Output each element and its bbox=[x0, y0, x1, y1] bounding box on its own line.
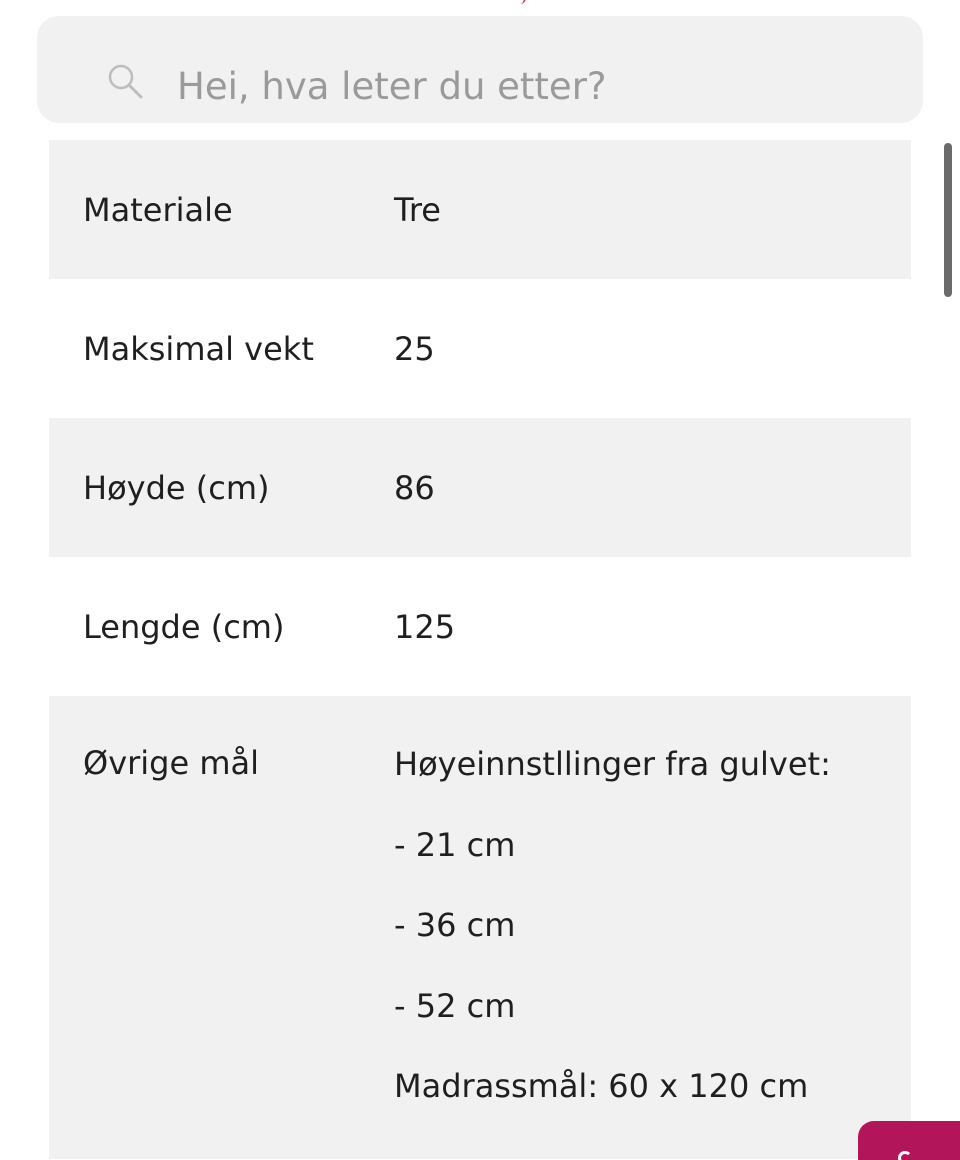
chat-icon bbox=[898, 1151, 912, 1160]
table-row bbox=[49, 140, 911, 279]
spec-label: Materiale bbox=[83, 190, 233, 229]
table-row bbox=[49, 279, 911, 418]
chat-button[interactable] bbox=[858, 1121, 960, 1160]
table-row bbox=[49, 557, 911, 696]
spec-value-line: Madrassmål: 60 x 120 cm bbox=[394, 1067, 809, 1105]
search-input[interactable] bbox=[177, 56, 877, 116]
search-icon bbox=[107, 63, 143, 99]
decorative-mark bbox=[520, 0, 526, 4]
spec-value-line: Høyeinnstllinger fra gulvet: bbox=[394, 745, 831, 783]
spec-value-line: - 52 cm bbox=[394, 986, 516, 1025]
search-bar[interactable] bbox=[37, 16, 923, 123]
spec-value: 25 bbox=[394, 329, 435, 368]
spec-value: 86 bbox=[394, 468, 435, 507]
scrollbar-thumb[interactable] bbox=[944, 143, 952, 297]
spec-value-line: - 36 cm bbox=[394, 906, 516, 944]
spec-value-list bbox=[394, 744, 894, 1147]
spec-table bbox=[49, 140, 911, 1159]
spec-value: 125 bbox=[394, 607, 456, 646]
spec-label: Lengde (cm) bbox=[83, 607, 285, 646]
spec-label: Øvrige mål bbox=[83, 744, 260, 782]
spec-label: Høyde (cm) bbox=[83, 468, 270, 507]
spec-value: Tre bbox=[394, 190, 441, 229]
table-row bbox=[49, 418, 911, 557]
table-row-other-dimensions bbox=[49, 696, 911, 1159]
spec-label: Maksimal vekt bbox=[83, 329, 314, 368]
spec-value-line: - 21 cm bbox=[394, 825, 516, 864]
